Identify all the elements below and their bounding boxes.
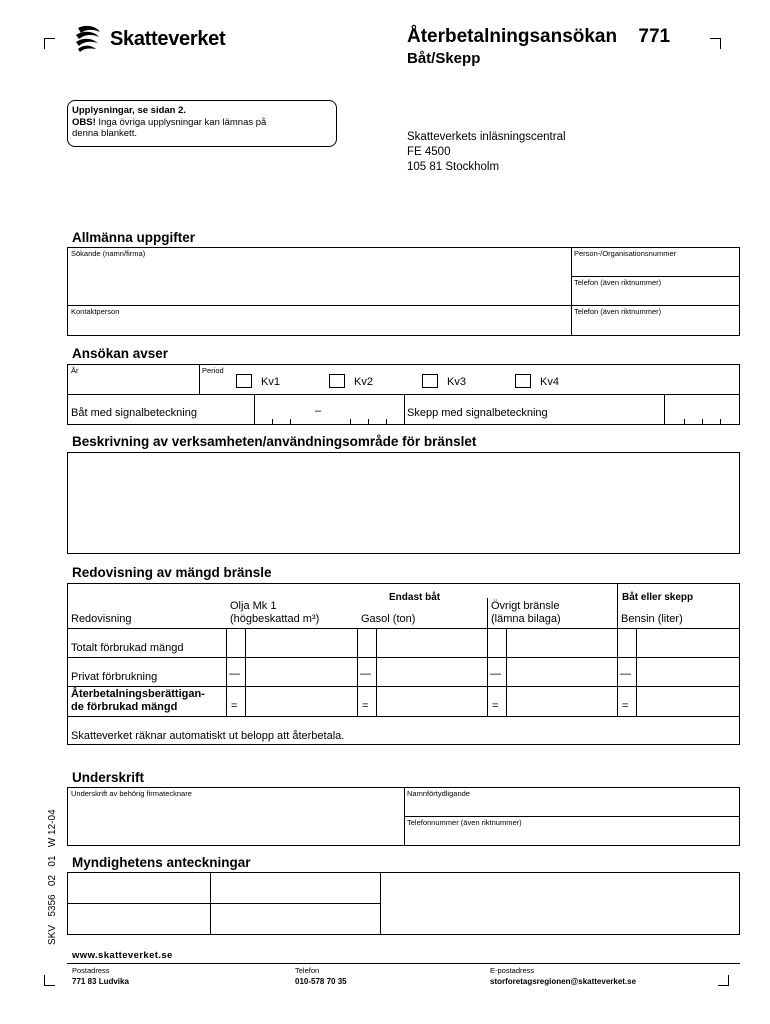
footer-phone-label: Telefon xyxy=(295,966,320,975)
kv3-checkbox[interactable] xyxy=(422,374,438,388)
divider xyxy=(226,628,227,716)
orgnr-field[interactable] xyxy=(572,258,738,275)
kv1-label: Kv1 xyxy=(261,376,280,388)
orgnr-label: Person-/Organisationsnummer xyxy=(574,249,677,258)
crop-mark-bottom-right xyxy=(718,975,729,986)
tick-mark xyxy=(720,419,721,424)
signature-phone-label: Telefonnummer (även riktnummer) xyxy=(407,818,522,827)
divider xyxy=(380,872,381,935)
footer-email-label: E-postadress xyxy=(490,966,535,975)
other-equals-sign: = xyxy=(492,700,499,712)
oil-minus-sign: — xyxy=(229,668,240,680)
oil-equals-sign: = xyxy=(231,700,238,712)
divider xyxy=(67,903,380,904)
crop-mark-top-left xyxy=(44,38,55,49)
kv1-checkbox[interactable] xyxy=(236,374,252,388)
divider xyxy=(357,628,358,716)
tick-mark xyxy=(350,419,351,424)
section-heading-description: Beskrivning av verksamheten/användningsområde för bränslet xyxy=(72,434,477,449)
tick-mark xyxy=(290,419,291,424)
only-boat-header: Endast båt xyxy=(389,592,441,603)
phone-label-1: Telefon (även riktnummer) xyxy=(574,278,662,287)
col-other xyxy=(491,600,561,626)
form-side-code: SKV 5356 02 01 W 12-04 xyxy=(47,809,58,945)
boat-signal-dash: – xyxy=(315,405,322,417)
form-number: 771 xyxy=(638,26,671,47)
kv2-label: Kv2 xyxy=(354,376,373,388)
auto-calc-note: Skatteverket räknar automatiskt ut belopp att återbetala. xyxy=(71,730,345,742)
other-total-field[interactable] xyxy=(507,629,616,656)
name-clarification-label: Namnförtydligande xyxy=(407,789,470,798)
info-line-3: denna blankett. xyxy=(72,128,137,139)
address-line-1: Skatteverkets inläsningscentral xyxy=(407,131,566,143)
footer-postal-value: 771 83 Ludvika xyxy=(72,977,129,986)
kv3-label: Kv3 xyxy=(447,376,466,388)
section-heading-signature: Underskrift xyxy=(72,770,145,785)
contact-label: Kontaktperson xyxy=(71,307,120,316)
form-title xyxy=(407,26,670,48)
boat-or-ship-header: Båt eller skepp xyxy=(622,592,694,603)
section-heading-authority: Myndighetens anteckningar xyxy=(72,855,251,870)
brand-name: Skatteverket xyxy=(110,28,226,50)
obs-text: Inga övriga upplysningar kan lämnas på xyxy=(95,116,267,128)
period-label: Period xyxy=(202,366,224,375)
year-label: År xyxy=(71,366,79,375)
kv2-checkbox[interactable] xyxy=(329,374,345,388)
other-private-field[interactable] xyxy=(507,658,616,685)
contact-field[interactable] xyxy=(68,316,570,335)
info-line-1: Upplysningar, se sidan 2. xyxy=(72,105,187,116)
skatteverket-logo xyxy=(72,20,242,56)
address-line-3: 105 81 Stockholm xyxy=(407,161,500,173)
form-title-text: Återbetalningsansökan xyxy=(407,26,618,47)
petrol-minus-sign: — xyxy=(620,668,631,680)
row-private-label: Privat förbrukning xyxy=(71,671,158,683)
footer-website[interactable]: www.skatteverket.se xyxy=(72,950,173,961)
tick-mark xyxy=(702,419,703,424)
footer-phone-value: 010-578 70 35 xyxy=(295,977,347,986)
year-field[interactable] xyxy=(68,375,198,393)
gas-private-field[interactable] xyxy=(377,658,486,685)
row-refund-label xyxy=(71,688,205,713)
petrol-equals-sign: = xyxy=(622,700,629,712)
divider xyxy=(404,816,740,817)
phone-field-2[interactable] xyxy=(572,316,738,335)
col-other-line-2: (lämna bilaga) xyxy=(491,613,561,625)
info-line-2 xyxy=(72,117,332,129)
section-heading-application: Ansökan avser xyxy=(72,346,169,361)
divider xyxy=(487,598,488,716)
info-box xyxy=(67,100,337,147)
col-gas: Gasol (ton) xyxy=(361,613,416,625)
col-oil-line-2: (högbeskattad m³) xyxy=(230,613,320,625)
col-other-line-1: Övrigt bränsle xyxy=(491,600,560,612)
kv4-label: Kv4 xyxy=(540,376,559,388)
crop-mark-top-right xyxy=(710,38,721,49)
ship-signal-label: Skepp med signalbeteckning xyxy=(407,407,548,419)
row-refund-line-1: Återbetalningsberättigan- xyxy=(71,688,205,700)
section-heading-general: Allmänna uppgifter xyxy=(72,230,196,245)
form-subtitle: Båt/Skepp xyxy=(407,50,481,67)
col-oil xyxy=(230,600,319,626)
petrol-total-field[interactable] xyxy=(637,629,739,656)
row-refund-line-2: de förbrukad mängd xyxy=(71,700,178,713)
oil-private-field[interactable] xyxy=(246,658,356,685)
phone-label-2: Telefon (även riktnummer) xyxy=(574,307,662,316)
divider xyxy=(617,583,618,716)
kv4-checkbox[interactable] xyxy=(515,374,531,388)
footer-email-value[interactable]: storforetagsregionen@skatteverket.se xyxy=(490,977,637,986)
divider xyxy=(199,364,200,394)
signature-label: Underskrift av behörig firmatecknare xyxy=(71,789,192,798)
divider xyxy=(404,394,405,425)
divider xyxy=(67,305,740,306)
col-oil-line-1: Olja Mk 1 xyxy=(230,600,277,612)
gas-minus-sign: — xyxy=(360,668,371,680)
applicant-field[interactable] xyxy=(68,258,570,304)
obs-label: OBS! xyxy=(72,116,96,128)
signature-field[interactable] xyxy=(68,798,403,845)
divider xyxy=(571,276,740,277)
footer-postal-label: Postadress xyxy=(72,966,110,975)
gas-total-field[interactable] xyxy=(377,629,486,656)
applicant-label: Sökande (namn/firma) xyxy=(71,249,146,258)
col-petrol: Bensin (liter) xyxy=(621,613,683,625)
name-clarification-field[interactable] xyxy=(405,798,739,815)
recipient-address xyxy=(407,130,566,175)
petrol-private-field[interactable] xyxy=(637,658,739,685)
description-textarea[interactable] xyxy=(67,452,740,554)
col-report: Redovisning xyxy=(71,613,132,625)
address-line-2: FE 4500 xyxy=(407,146,451,158)
divider xyxy=(67,716,740,717)
other-minus-sign: — xyxy=(490,668,501,680)
section-heading-fuel: Redovisning av mängd bränsle xyxy=(72,565,272,580)
boat-signal-field[interactable] xyxy=(255,395,403,424)
oil-total-field[interactable] xyxy=(246,629,356,656)
tick-mark xyxy=(272,419,273,424)
boat-signal-label: Båt med signalbeteckning xyxy=(71,407,197,419)
crop-mark-bottom-left xyxy=(44,975,55,986)
divider xyxy=(67,686,740,687)
divider xyxy=(67,963,740,964)
phone-field-1[interactable] xyxy=(572,287,738,304)
tick-mark xyxy=(368,419,369,424)
tick-mark xyxy=(386,419,387,424)
signature-phone-field[interactable] xyxy=(405,827,739,845)
skatteverket-emblem-icon xyxy=(72,22,104,54)
tick-mark xyxy=(684,419,685,424)
gas-equals-sign: = xyxy=(362,700,369,712)
row-total-label: Totalt förbrukad mängd xyxy=(71,642,184,654)
